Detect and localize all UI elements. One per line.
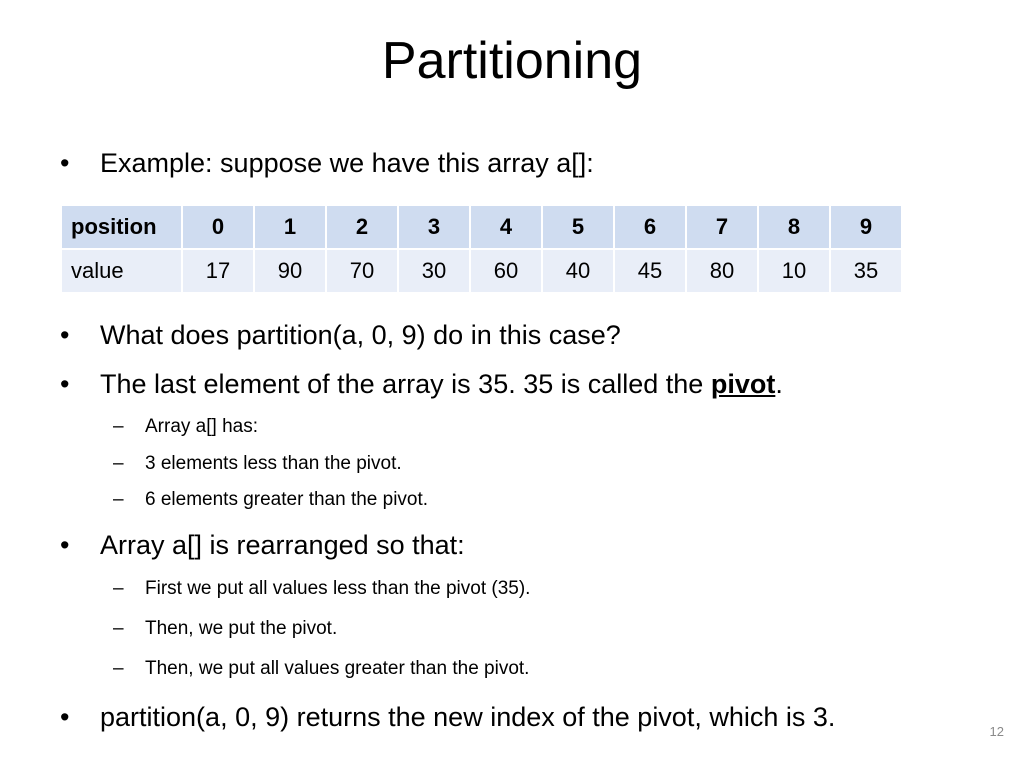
bullet-marker: •: [60, 148, 70, 178]
position-cell: 0: [182, 205, 254, 249]
subbullet-step2: [113, 617, 338, 641]
value-row: [61, 249, 902, 293]
value-cell: 40: [542, 249, 614, 293]
slide-title: Partitioning: [381, 32, 643, 90]
position-cell: 9: [830, 205, 902, 249]
position-cell: 1: [254, 205, 326, 249]
bullet-text: Example: suppose we have this array a[]:: [100, 148, 594, 178]
bullet-last-element: [60, 367, 783, 401]
bullet-text-suffix: .: [775, 369, 783, 399]
value-row-label: value: [61, 249, 182, 293]
bullet-intro: [60, 146, 594, 180]
subbullet-less: [113, 452, 402, 476]
subbullet-step3: [113, 657, 530, 681]
subbullet-has: [113, 415, 258, 439]
subbullet-step1: [113, 577, 531, 601]
dash-marker: –: [113, 416, 124, 437]
bullet-text: Array a[] is rearranged so that:: [100, 530, 465, 560]
value-cell: 90: [254, 249, 326, 293]
dash-marker: –: [113, 453, 124, 474]
position-cell: 5: [542, 205, 614, 249]
pivot-term: pivot: [710, 369, 776, 399]
dash-marker: –: [113, 658, 124, 679]
bullet-text: partition(a, 0, 9) returns the new index of the pivot, which is 3.: [100, 702, 836, 732]
dash-marker: –: [113, 578, 124, 599]
dash-marker: –: [113, 618, 124, 639]
subbullet-text: Array a[] has:: [145, 416, 258, 437]
bullet-text: What does partition(a, 0, 9) do in this case?: [100, 320, 621, 350]
position-row: [61, 205, 902, 249]
bullet-text-prefix: The last element of the array is 35. 35 is called the: [100, 369, 711, 399]
value-cell: 17: [182, 249, 254, 293]
bullet-returns: [60, 700, 836, 734]
array-table: [60, 204, 903, 294]
bullet-marker: •: [60, 702, 70, 732]
bullet-marker: •: [60, 369, 70, 399]
position-cell: 2: [326, 205, 398, 249]
subbullet-text: Then, we put the pivot.: [145, 618, 338, 639]
bullet-rearranged: [60, 528, 465, 562]
position-cell: 7: [686, 205, 758, 249]
value-cell: 80: [686, 249, 758, 293]
bullet-question: [60, 318, 621, 352]
position-cell: 4: [470, 205, 542, 249]
value-cell: 30: [398, 249, 470, 293]
subbullet-text: Then, we put all values greater than the pivot.: [145, 658, 530, 679]
subbullet-text: First we put all values less than the pivot (35).: [145, 578, 531, 599]
position-cell: 3: [398, 205, 470, 249]
position-header-label: position: [61, 205, 182, 249]
value-cell: 35: [830, 249, 902, 293]
dash-marker: –: [113, 489, 124, 510]
bullet-marker: •: [60, 320, 70, 350]
value-cell: 60: [470, 249, 542, 293]
subbullet-greater: [113, 488, 429, 512]
value-cell: 45: [614, 249, 686, 293]
slide-number: 12: [989, 724, 1004, 739]
subbullet-text: 6 elements greater than the pivot.: [145, 489, 429, 510]
bullet-marker: •: [60, 530, 70, 560]
position-cell: 6: [614, 205, 686, 249]
value-cell: 70: [326, 249, 398, 293]
position-cell: 8: [758, 205, 830, 249]
subbullet-text: 3 elements less than the pivot.: [145, 453, 402, 474]
value-cell: 10: [758, 249, 830, 293]
